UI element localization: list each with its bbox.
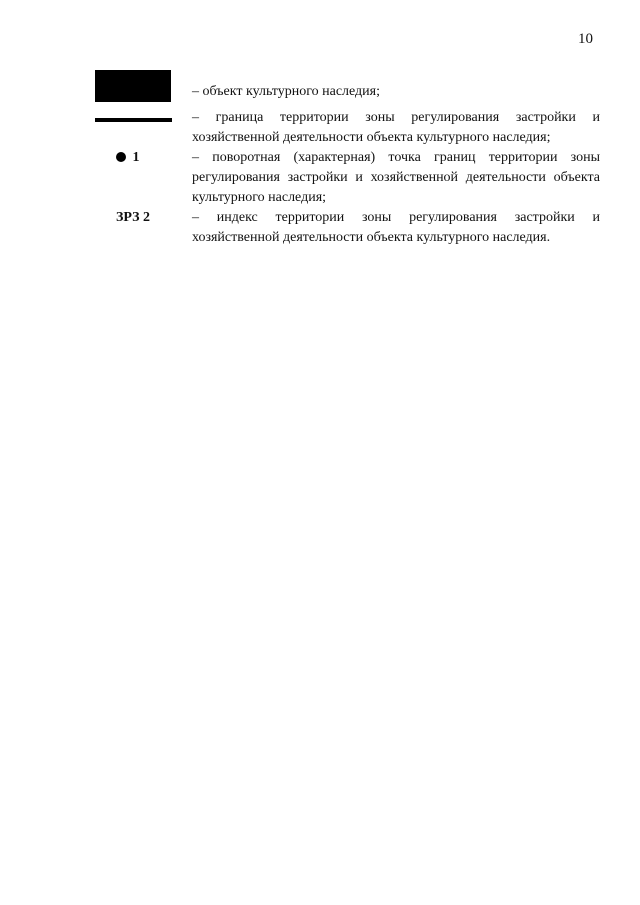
legend-description-zone-boundary: – граница территории зоны регулирования застройки и хозяйственной деятельности объекта культурного наследия;: [192, 110, 600, 145]
page-number: 10: [578, 31, 593, 47]
legend-description-cultural-heritage-object: – объект культурного наследия;: [192, 84, 380, 99]
boundary-point-number: 1: [132, 150, 140, 165]
zone-boundary-line-symbol: [95, 118, 172, 122]
legend-description-zone-index: – индекс территории зоны регулирования застройки и хозяйственной деятельности объекта культурного наследия.: [192, 210, 600, 245]
zone-index-label: ЗРЗ 2: [116, 210, 151, 225]
cultural-heritage-object-symbol: [95, 70, 171, 102]
boundary-point-dot-icon: [116, 152, 126, 162]
boundary-point-symbol: [116, 148, 140, 168]
legend-description-boundary-point: – поворотная (характерная) точка границ территории зоны регулирования застройки и хозяйственной деятельности объекта культурного наследия;: [192, 150, 600, 205]
